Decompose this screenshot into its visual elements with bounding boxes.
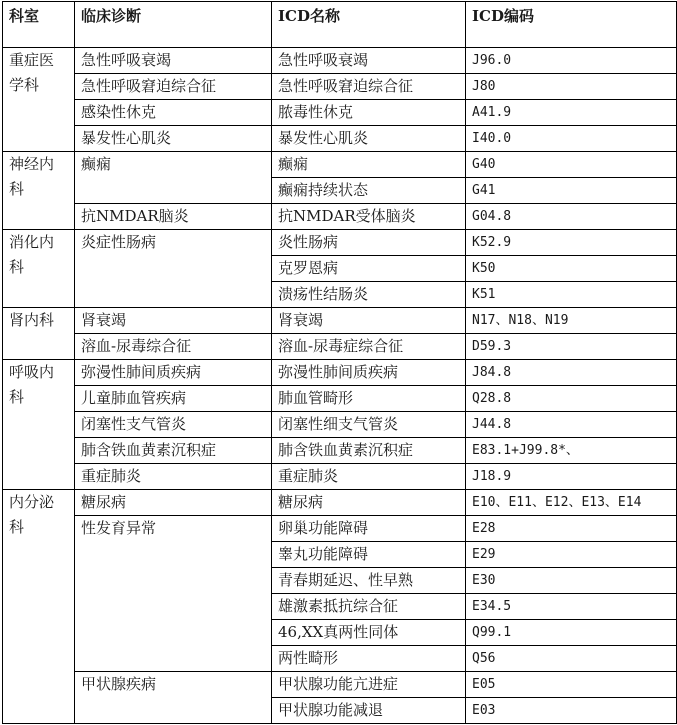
table-row [3, 74, 677, 100]
icd-code-cell: J18.9 [466, 464, 677, 490]
diagnosis-cell: 性发育异常 [75, 516, 272, 672]
icd-name-cell: 溃疡性结肠炎 [272, 282, 466, 308]
diagnosis-cell: 溶血-尿毒综合征 [75, 334, 272, 360]
icd-name-cell: 46,XX真两性同体 [272, 620, 466, 646]
icd-code-cell: N17、N18、N19 [466, 308, 677, 334]
icd-code-cell: J84.8 [466, 360, 677, 386]
department-cell: 内分泌科 [3, 490, 75, 724]
icd-name-cell: 癫痫 [272, 152, 466, 178]
icd-code-cell: Q56 [466, 646, 677, 672]
icd-code-cell: E29 [466, 542, 677, 568]
icd-code-cell: K50 [466, 256, 677, 282]
table-row [3, 230, 677, 256]
icd-name-cell: 重症肺炎 [272, 464, 466, 490]
icd-code-cell: Q28.8 [466, 386, 677, 412]
icd-name-cell: 青春期延迟、性早熟 [272, 568, 466, 594]
icd-name-cell: 肾衰竭 [272, 308, 466, 334]
icd-code-cell: I40.0 [466, 126, 677, 152]
icd-name-cell: 雄激素抵抗综合征 [272, 594, 466, 620]
diagnosis-cell: 糖尿病 [75, 490, 272, 516]
department-cell: 重症医学科 [3, 48, 75, 152]
icd-code-cell: G40 [466, 152, 677, 178]
diagnosis-cell: 急性呼吸窘迫综合征 [75, 74, 272, 100]
diagnosis-cell: 肾衰竭 [75, 308, 272, 334]
icd-name-cell: 卵巢功能障碍 [272, 516, 466, 542]
diagnosis-cell: 重症肺炎 [75, 464, 272, 490]
icd-code-cell: Q99.1 [466, 620, 677, 646]
icd-name-cell: 弥漫性肺间质疾病 [272, 360, 466, 386]
table-row [3, 386, 677, 412]
icd-code-cell: E28 [466, 516, 677, 542]
diagnosis-cell: 儿童肺血管疾病 [75, 386, 272, 412]
icd-name-cell: 暴发性心肌炎 [272, 126, 466, 152]
icd-name-cell: 闭塞性细支气管炎 [272, 412, 466, 438]
table-row [3, 412, 677, 438]
table-row [3, 126, 677, 152]
header-diagnosis: 临床诊断 [75, 2, 272, 48]
icd-name-cell: 肺含铁血黄素沉积症 [272, 438, 466, 464]
department-cell: 肾内科 [3, 308, 75, 360]
diagnosis-cell: 暴发性心肌炎 [75, 126, 272, 152]
header-icd-code: ICD编码 [466, 2, 677, 48]
table-row [3, 490, 677, 516]
icd-name-cell: 肺血管畸形 [272, 386, 466, 412]
diagnosis-cell: 甲状腺疾病 [75, 672, 272, 724]
table-row [3, 334, 677, 360]
icd-code-cell: G41 [466, 178, 677, 204]
table-row [3, 672, 677, 698]
icd-code-cell: E34.5 [466, 594, 677, 620]
diagnosis-cell: 炎症性肠病 [75, 230, 272, 308]
diagnosis-cell: 抗NMDAR脑炎 [75, 204, 272, 230]
diagnosis-cell: 弥漫性肺间质疾病 [75, 360, 272, 386]
table-row [3, 204, 677, 230]
table-row [3, 516, 677, 542]
table-row [3, 100, 677, 126]
icd-code-cell: E83.1+J99.8*、 [466, 438, 677, 464]
icd-name-cell: 两性畸形 [272, 646, 466, 672]
icd-code-cell: J44.8 [466, 412, 677, 438]
icd-name-cell: 溶血-尿毒症综合征 [272, 334, 466, 360]
table-row [3, 438, 677, 464]
table-row [3, 152, 677, 178]
table-row [3, 48, 677, 74]
icd-name-cell: 糖尿病 [272, 490, 466, 516]
icd-name-cell: 睾丸功能障碍 [272, 542, 466, 568]
department-cell: 消化内科 [3, 230, 75, 308]
department-cell: 呼吸内科 [3, 360, 75, 490]
diagnosis-cell: 癫痫 [75, 152, 272, 204]
icd-name-cell: 急性呼吸窘迫综合征 [272, 74, 466, 100]
icd-code-cell: E30 [466, 568, 677, 594]
icd-name-cell: 癫痫持续状态 [272, 178, 466, 204]
table-body [3, 48, 677, 724]
header-department: 科室 [3, 2, 75, 48]
icd-code-cell: A41.9 [466, 100, 677, 126]
icd-code-cell: K51 [466, 282, 677, 308]
table-row [3, 308, 677, 334]
icd-name-cell: 脓毒性休克 [272, 100, 466, 126]
icd-name-cell: 克罗恩病 [272, 256, 466, 282]
icd-code-cell: E10、E11、E12、E13、E14 [466, 490, 677, 516]
icd-name-cell: 炎性肠病 [272, 230, 466, 256]
icd-code-cell: J80 [466, 74, 677, 100]
icd-name-cell: 甲状腺功能减退 [272, 698, 466, 724]
icd-code-cell: E05 [466, 672, 677, 698]
icd-code-cell: G04.8 [466, 204, 677, 230]
table-row [3, 360, 677, 386]
icd-table [2, 1, 677, 724]
icd-code-cell: J96.0 [466, 48, 677, 74]
icd-code-cell: K52.9 [466, 230, 677, 256]
table-row [3, 464, 677, 490]
icd-name-cell: 急性呼吸衰竭 [272, 48, 466, 74]
header-row [3, 2, 677, 48]
department-cell: 神经内科 [3, 152, 75, 230]
diagnosis-cell: 闭塞性支气管炎 [75, 412, 272, 438]
icd-code-cell: D59.3 [466, 334, 677, 360]
icd-code-cell: E03 [466, 698, 677, 724]
diagnosis-cell: 肺含铁血黄素沉积症 [75, 438, 272, 464]
diagnosis-cell: 急性呼吸衰竭 [75, 48, 272, 74]
diagnosis-cell: 感染性休克 [75, 100, 272, 126]
icd-name-cell: 抗NMDAR受体脑炎 [272, 204, 466, 230]
header-icd-name: ICD名称 [272, 2, 466, 48]
icd-name-cell: 甲状腺功能亢进症 [272, 672, 466, 698]
